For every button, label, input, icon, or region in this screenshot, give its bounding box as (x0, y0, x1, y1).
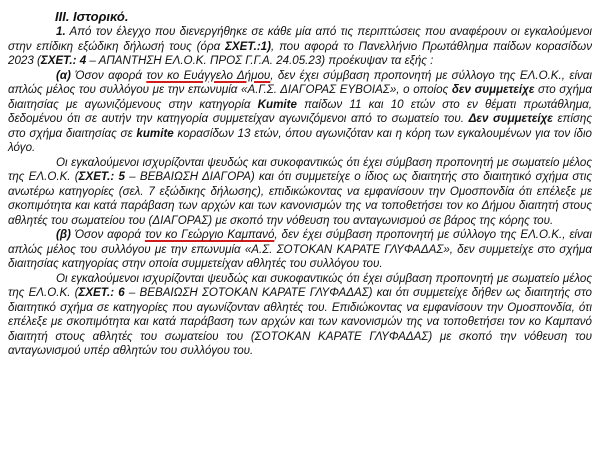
text-run: επίσης στο σχήμα διαιτησίας σε (8, 112, 592, 140)
reference-4: ΣΧΕΤ.: 4 (40, 54, 87, 67)
text-run: , δεν έχει σύμβαση προπονητή με σύλλογο της ΕΛ.Ο.Κ., είναι απλώς μέλος του συλλόγου με την επωνυμία «Α.Σ. ΣΟΤΟΚΑΝ ΚΑΡΑΤΕ ΓΛΥΦΑΔΑΣ», δεν συμμετείχε στο σχήμα διαιτησίας κατηγορίας στην οποία συμμετείχαν αθλητές του συλλόγου του. (8, 228, 592, 270)
document-body (8, 25, 592, 359)
text-run: – ΑΠΑΝΤΗΣΗ ΕΛ.Ο.Κ. ΠΡΟΣ Γ.Γ.Α. 24.05.23) προέκυψαν τα εξής : (86, 54, 434, 67)
section-heading: III. Ιστορικό. (55, 9, 129, 24)
item-label-a: (α) (56, 68, 71, 82)
paragraph-b (8, 228, 592, 272)
reference-6: ΣΧΕΤ.: 6 (78, 286, 125, 299)
paragraph-a-claims (8, 156, 592, 229)
text-run: – ΒΕΒΑΙΩΣΗ ΣΟΤΟΚΑΝ ΚΑΡΑΤΕ ΓΛΥΦΑΔΑΣ) και ότι συμμετείχε δήθεν ως διαιτητής στο διαιτητικό σχήμα σε κατηγορίες που αγωνίζονταν αθλητές του. Επιδιώκοντας να εμφανίσουν την Ομοσπονδία, ότι επέλεξε με σκοπιμότητα και κατά παράβαση των αρχών και των κανονισμών της να τοποθετήσει τον κο Καμπανό διαιτητή στους αθλητές του σωματείου του (ΣΟΤΟΚΑΝ ΚΑΡΑΤΕ ΓΛΥΦΑΔΑΣ) με σκοπό την νόθευση του ανταγωνισμού υπέρ αθλητών του συλλόγου του. (8, 286, 592, 357)
paragraph-number: 1. (56, 25, 66, 38)
text-run: , που αφορά το Πανελλήνιο Πρωτάθλημα παίδων κορασίδων 2023 ( (8, 39, 592, 67)
underlined-name-kampanos: τον κο Γεώργιο Καμπανό (144, 228, 275, 241)
bold-did-not-participate-2: Δεν συμμετείχε (468, 112, 553, 125)
text-run: Όσον αφορά (70, 68, 147, 82)
text-run: Οι εγκαλούμενοι ισχυρίζονται ψευδώς και συκοφαντικώς ότι έχει σύμβαση προπονητή με σωματείο μέλος της ΕΛ.Ο.Κ. ( (8, 271, 592, 299)
bold-kumite-2: kumite (136, 126, 174, 140)
text-run: παίδων 11 και 10 ετών στο εν θέματι πρωτάθλημα, δεδομένου ότι σε αυτήν την κατηγορία συμμετείχαν αγωνιζόμενοι από το σωματείο του. (8, 97, 593, 125)
paragraph-a (8, 69, 592, 156)
text-run: στο σχήμα διαιτησίας με αγωνιζόμενους στην κατηγορία (8, 83, 593, 111)
text-run: Οι εγκαλούμενοι ισχυρίζονται ψευδώς και συκοφαντικώς ότι έχει σύμβαση προπονητή με σωματείο μέλος της ΕΛ.Ο.Κ. ( (8, 155, 592, 183)
item-label-b: (β) (56, 228, 71, 241)
text-run: – ΒΕΒΑΙΩΣΗ ΔΙΑΓΟΡΑ) και ότι συμμετείχε ο ίδιος ως διαιτητής στο διαιτητικό σχήμα στις ανωτέρω κατηγορίες (σελ. 7 εξώδικης δήλωσης), επιδικώκοντας να εμφανίσουν την Ομοσπονδία ότι επέλεξε με σκοπιμότητα και κατά παράβαση των αρχών και των κανονισμών της να τοποθετήσει τον κο Δήμου διαιτητή στους αθλητές του σωματείου του (ΔΙΑΓΟΡΑΣ) με σκοπό την νόθευση του ανταγωνισμού σε βάρος της κόρης του. (8, 170, 592, 227)
text-run: , δεν έχει σύμβαση προπονητή με σύλλογο της ΕΛ.Ο.Κ., είναι απλώς μέλος του συλλόγου με την επωνυμία «Α.Γ.Σ. ΔΙΑΓΟΡΑΣ ΕΥΒΟΙΑΣ», ο οποίος (8, 68, 592, 96)
bold-did-not-participate: δεν συμμετείχε (451, 83, 535, 96)
text-run: Από τον έλεγχο που διενεργήθηκε σε κάθε μία από τις περιπτώσεις που αναφέρουν οι εγκαλούμενοι στην επίδικη εξώδικη δήλωσή τους (όρα (8, 25, 592, 53)
reference-1: ΣΧΕΤ.:1) (225, 39, 271, 53)
text-run: κορασίδων 13 ετών, όπου αγωνιζόταν και η κόρη των εγκαλουμένων για τον ίδιο λόγο. (8, 126, 592, 154)
text-run: Όσον αφορά (70, 228, 145, 241)
reference-5: ΣΧΕΤ.: 5 (78, 170, 125, 183)
underlined-name-dimou: τον κο Ευάγγελο Δήμου (146, 68, 271, 82)
paragraph-b-claims (8, 272, 592, 359)
bold-kumite: Kumite (257, 97, 297, 111)
paragraph-1 (8, 25, 592, 69)
